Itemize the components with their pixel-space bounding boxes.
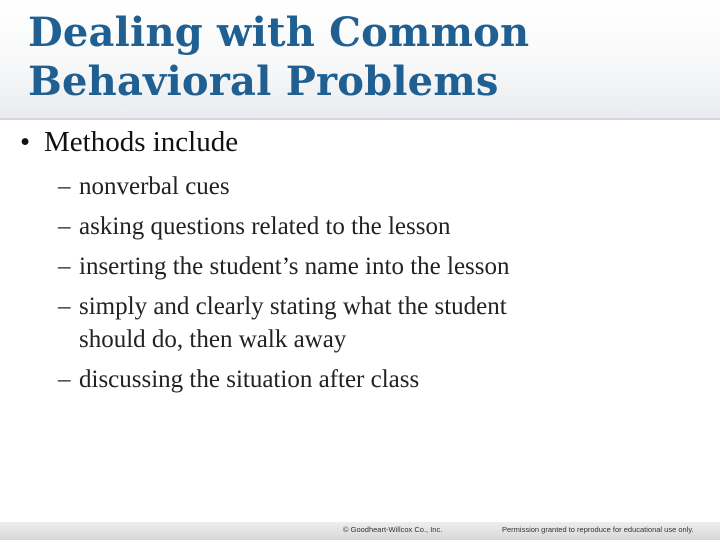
sub-bullet-text: nonverbal cues bbox=[79, 173, 230, 200]
sub-bullet-item bbox=[20, 210, 680, 243]
slide-title bbox=[28, 8, 529, 106]
sub-bullet-item bbox=[20, 170, 680, 203]
slide-title-line-1: Dealing with Common bbox=[28, 9, 530, 56]
main-bullet-text: Methods include bbox=[44, 126, 239, 158]
sub-bullet-list bbox=[20, 170, 680, 396]
sub-bullet-item bbox=[20, 363, 680, 396]
dash-icon: – bbox=[58, 253, 71, 280]
copyright-notice: © Goodheart-Willcox Co., Inc. bbox=[343, 525, 443, 534]
slide-title-line-2: Behavioral Problems bbox=[28, 58, 499, 105]
sub-bullet-text: inserting the student’s name into the lesson bbox=[79, 253, 510, 280]
dash-icon: – bbox=[58, 366, 71, 393]
dash-icon: – bbox=[58, 293, 71, 320]
sub-bullet-item bbox=[20, 290, 680, 356]
sub-bullet-item bbox=[20, 250, 680, 283]
title-band bbox=[0, 0, 720, 120]
slide-content bbox=[20, 124, 680, 403]
sub-bullet-text-continued: should do, then walk away bbox=[79, 326, 347, 353]
sub-bullet-text: discussing the situation after class bbox=[79, 366, 420, 393]
footer-bar bbox=[0, 522, 720, 540]
main-bullet bbox=[20, 124, 680, 160]
permission-notice: Permission granted to reproduce for educational use only. bbox=[502, 525, 694, 534]
sub-bullet-text: simply and clearly stating what the student bbox=[79, 293, 507, 320]
dash-icon: – bbox=[58, 213, 71, 240]
bullet-icon: • bbox=[20, 126, 31, 158]
sub-bullet-text: asking questions related to the lesson bbox=[79, 213, 451, 240]
dash-icon: – bbox=[58, 173, 71, 200]
